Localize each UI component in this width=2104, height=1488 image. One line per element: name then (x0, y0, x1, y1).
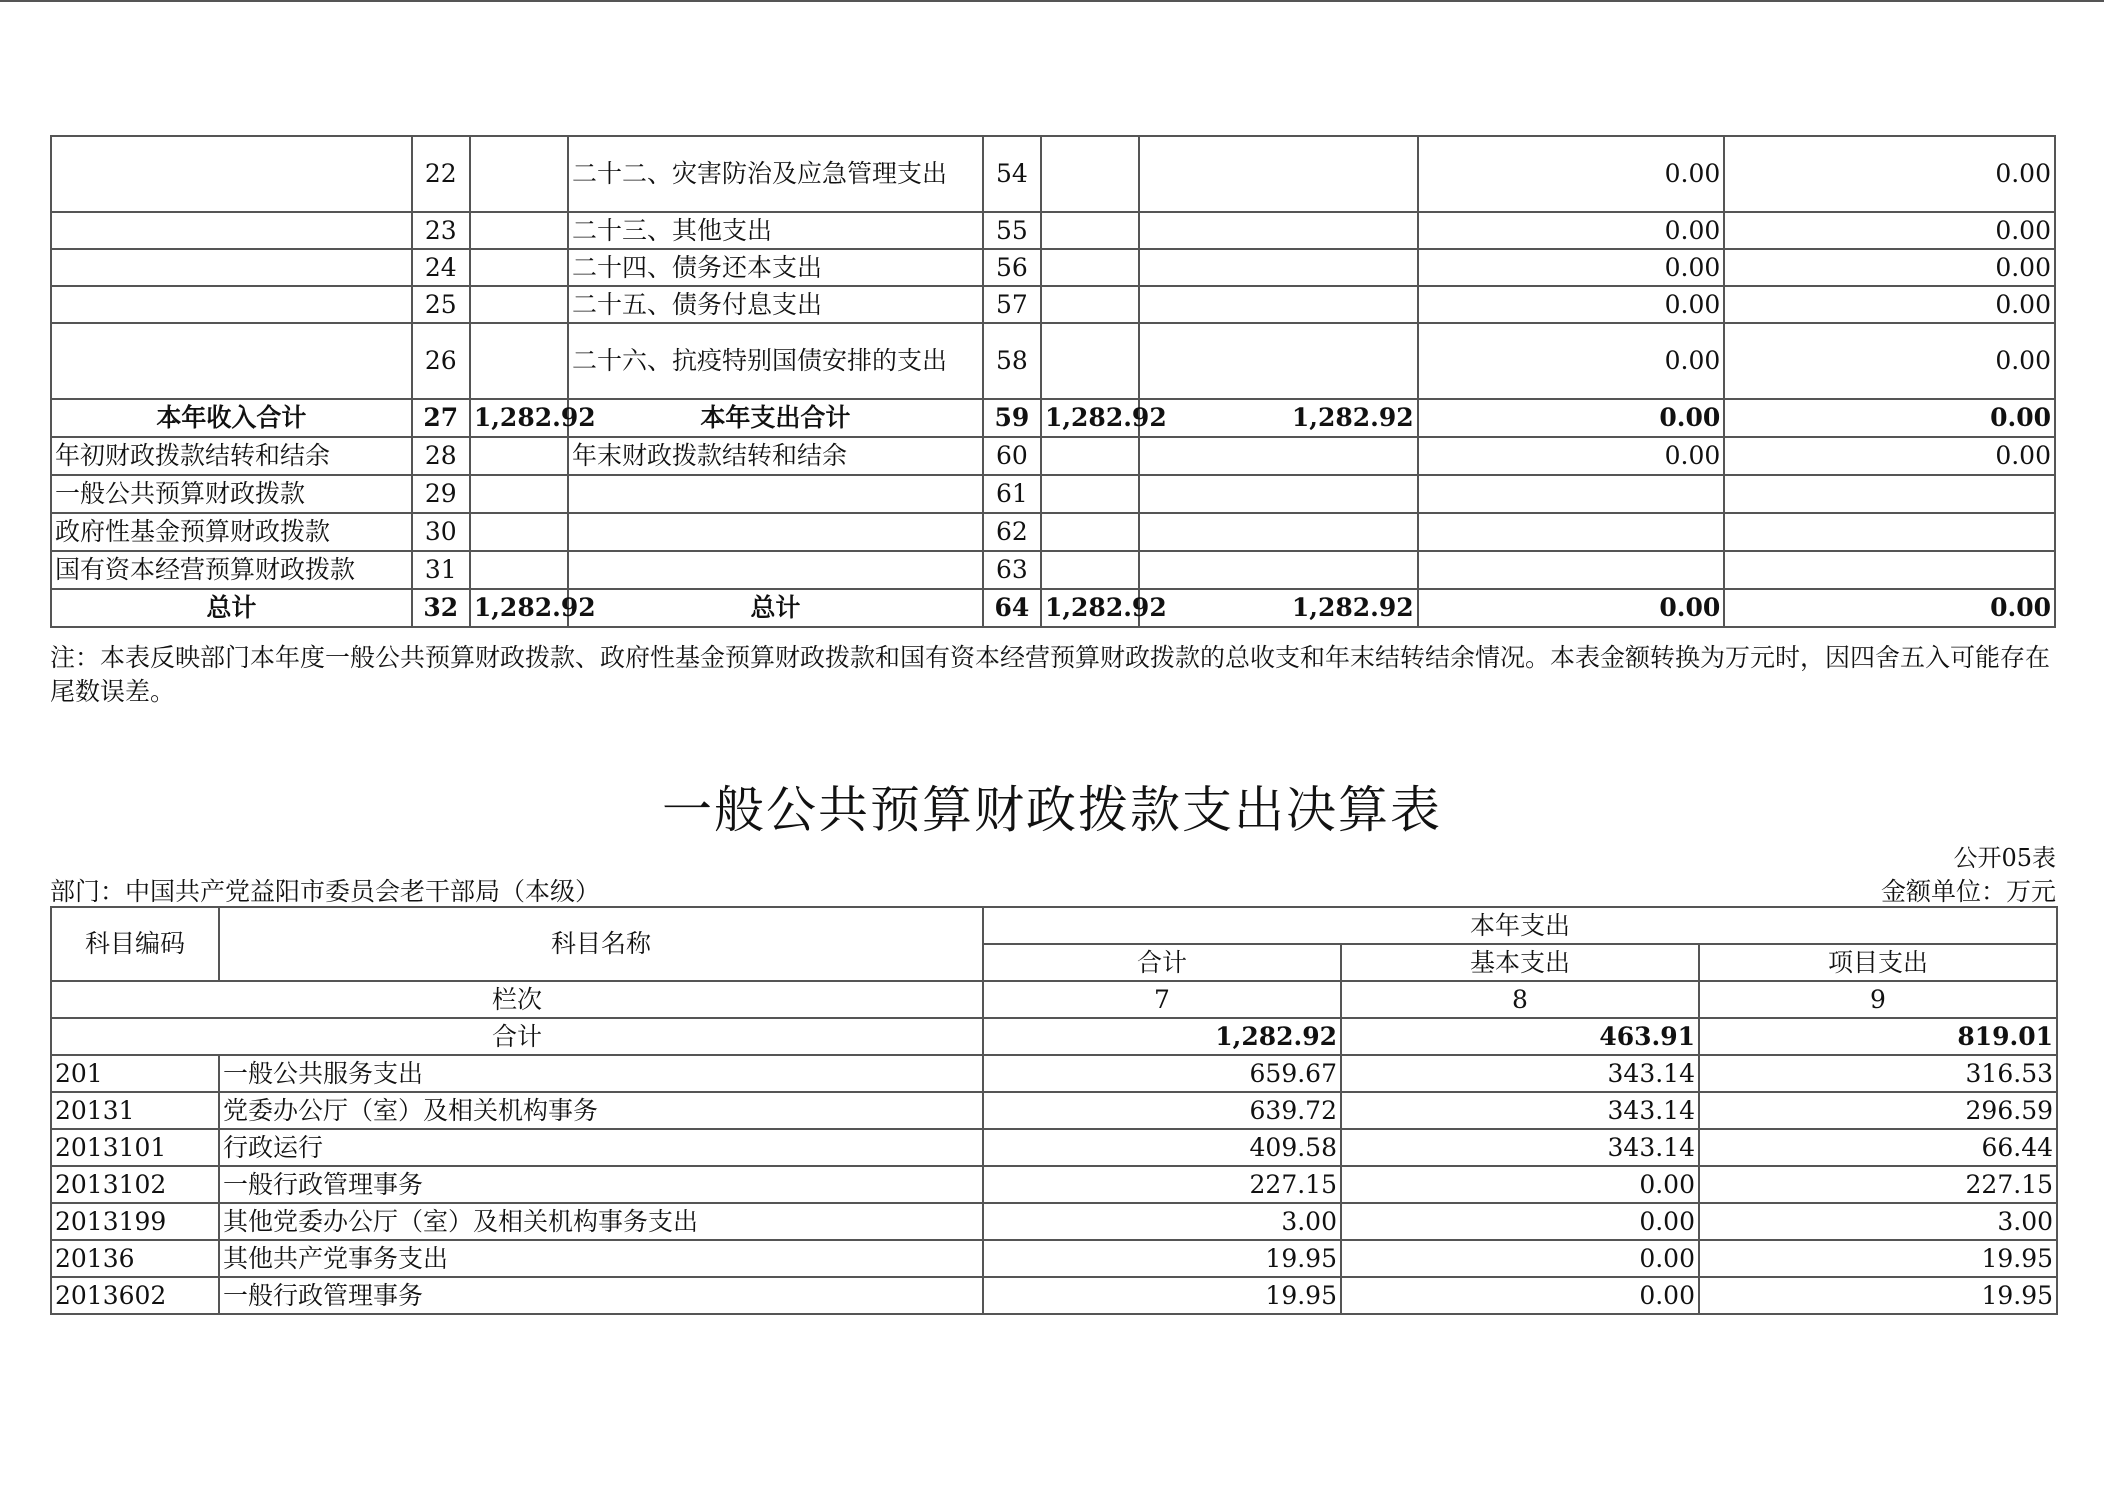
subject-name: 行政运行 (219, 1129, 983, 1166)
expense-line: 64 (983, 589, 1041, 627)
table-row (51, 1240, 2057, 1277)
gov-fund-amount: 0.00 (1418, 399, 1725, 437)
general-budget-amount (1139, 212, 1418, 249)
header-name: 科目名称 (219, 907, 983, 981)
general-budget-amount (1139, 513, 1418, 551)
income-item: 年初财政拨款结转和结余 (51, 437, 412, 475)
income-amount (470, 286, 568, 323)
expense-total (1041, 437, 1139, 475)
total-amount: 19.95 (983, 1240, 1341, 1277)
income-amount (470, 323, 568, 399)
gov-fund-amount: 0.00 (1418, 136, 1725, 212)
state-capital-amount (1724, 551, 2055, 589)
state-capital-amount: 0.00 (1724, 589, 2055, 627)
table-row (51, 136, 2055, 212)
expense-item: 总计 (568, 589, 983, 627)
header-project: 项目支出 (1699, 944, 2057, 981)
state-capital-amount: 0.00 (1724, 323, 2055, 399)
project-amount: 66.44 (1699, 1129, 2057, 1166)
header-code: 科目编码 (51, 907, 219, 981)
table-row (51, 323, 2055, 399)
expense-total (1041, 249, 1139, 286)
general-budget-amount (1139, 286, 1418, 323)
subject-code: 2013101 (51, 1129, 219, 1166)
income-line: 22 (412, 136, 470, 212)
column-number-7: 7 (983, 981, 1341, 1018)
subject-code: 201 (51, 1055, 219, 1092)
state-capital-amount: 0.00 (1724, 136, 2055, 212)
gov-fund-amount (1418, 475, 1725, 513)
header-total: 合计 (983, 944, 1341, 981)
income-item (51, 286, 412, 323)
column-number-8: 8 (1341, 981, 1699, 1018)
expense-line: 54 (983, 136, 1041, 212)
income-line: 27 (412, 399, 470, 437)
income-line: 31 (412, 551, 470, 589)
expense-total (1041, 323, 1139, 399)
table-row (51, 437, 2055, 475)
project-amount: 227.15 (1699, 1166, 2057, 1203)
expense-line: 59 (983, 399, 1041, 437)
table-row-grand-total (51, 589, 2055, 627)
expense-item: 本年支出合计 (568, 399, 983, 437)
basic-amount: 343.14 (1341, 1092, 1699, 1129)
expense-item: 年末财政拨款结转和结余 (568, 437, 983, 475)
income-item (51, 136, 412, 212)
basic-amount: 0.00 (1341, 1240, 1699, 1277)
state-capital-amount (1724, 475, 2055, 513)
amount-unit-label: 金额单位：万元 (1880, 877, 2056, 906)
income-amount: 1,282.92 (470, 589, 568, 627)
state-capital-amount: 0.00 (1724, 212, 2055, 249)
project-amount: 819.01 (1699, 1018, 2057, 1055)
expenditure-table (50, 906, 2058, 1315)
expense-line: 55 (983, 212, 1041, 249)
income-line: 30 (412, 513, 470, 551)
general-budget-amount: 1,282.92 (1139, 399, 1418, 437)
project-amount: 296.59 (1699, 1092, 2057, 1129)
income-expense-table (50, 135, 2056, 628)
subject-name: 其他党委办公厅（室）及相关机构事务支出 (219, 1203, 983, 1240)
income-item (51, 212, 412, 249)
income-amount (470, 551, 568, 589)
income-amount (470, 212, 568, 249)
expense-item: 二十五、债务付息支出 (568, 286, 983, 323)
form-code: 公开05表 (1953, 844, 2056, 872)
subject-name: 一般行政管理事务 (219, 1166, 983, 1203)
total-amount: 19.95 (983, 1277, 1341, 1314)
expense-item: 二十三、其他支出 (568, 212, 983, 249)
expense-total (1041, 513, 1139, 551)
state-capital-amount: 0.00 (1724, 249, 2055, 286)
expense-total (1041, 551, 1139, 589)
subject-name: 党委办公厅（室）及相关机构事务 (219, 1092, 983, 1129)
basic-amount: 343.14 (1341, 1129, 1699, 1166)
header-group: 本年支出 (983, 907, 2057, 944)
basic-amount: 343.14 (1341, 1055, 1699, 1092)
expense-line: 57 (983, 286, 1041, 323)
gov-fund-amount: 0.00 (1418, 212, 1725, 249)
subject-name: 一般公共服务支出 (219, 1055, 983, 1092)
general-budget-amount (1139, 551, 1418, 589)
income-item: 国有资本经营预算财政拨款 (51, 551, 412, 589)
subject-code: 20136 (51, 1240, 219, 1277)
gov-fund-amount: 0.00 (1418, 323, 1725, 399)
header-row (51, 907, 2057, 944)
table-row (51, 1055, 2057, 1092)
table-row (51, 1129, 2057, 1166)
income-item: 一般公共预算财政拨款 (51, 475, 412, 513)
table-row (51, 286, 2055, 323)
basic-amount: 0.00 (1341, 1203, 1699, 1240)
income-line: 29 (412, 475, 470, 513)
total-amount: 659.67 (983, 1055, 1341, 1092)
table-note: 注：本表反映部门本年度一般公共预算财政拨款、政府性基金预算财政拨款和国有资本经营预算财政拨款的总收支和年末结转结余情况。本表金额转换为万元时，因四舍五入可能存在尾数误差。 (50, 643, 2051, 706)
basic-amount: 463.91 (1341, 1018, 1699, 1055)
state-capital-amount (1724, 513, 2055, 551)
general-budget-amount (1139, 323, 1418, 399)
table-row (51, 1203, 2057, 1240)
total-amount: 227.15 (983, 1166, 1341, 1203)
general-budget-amount (1139, 437, 1418, 475)
general-budget-amount (1139, 249, 1418, 286)
expense-item: 二十二、灾害防治及应急管理支出 (568, 136, 983, 212)
project-amount: 19.95 (1699, 1240, 2057, 1277)
income-amount (470, 513, 568, 551)
income-item (51, 323, 412, 399)
table-row (51, 212, 2055, 249)
income-amount (470, 437, 568, 475)
total-amount: 409.58 (983, 1129, 1341, 1166)
expense-item (568, 513, 983, 551)
income-item (51, 249, 412, 286)
gov-fund-amount: 0.00 (1418, 589, 1725, 627)
subject-name: 一般行政管理事务 (219, 1277, 983, 1314)
gov-fund-amount (1418, 551, 1725, 589)
column-number-row (51, 981, 2057, 1018)
income-line: 24 (412, 249, 470, 286)
general-budget-amount: 1,282.92 (1139, 589, 1418, 627)
gov-fund-amount: 0.00 (1418, 286, 1725, 323)
expense-total (1041, 286, 1139, 323)
subject-name: 其他共产党事务支出 (219, 1240, 983, 1277)
header-basic: 基本支出 (1341, 944, 1699, 981)
expense-item: 二十六、抗疫特别国债安排的支出 (568, 323, 983, 399)
page-title: 一般公共预算财政拨款支出决算表 (662, 781, 1442, 839)
subject-code: 2013199 (51, 1203, 219, 1240)
subject-code: 20131 (51, 1092, 219, 1129)
income-line: 25 (412, 286, 470, 323)
subject-code: 2013602 (51, 1277, 219, 1314)
expense-line: 63 (983, 551, 1041, 589)
column-number-label: 栏次 (51, 981, 983, 1018)
department-label: 部门：中国共产党益阳市委员会老干部局（本级） (50, 877, 601, 906)
expense-total (1041, 136, 1139, 212)
income-amount (470, 136, 568, 212)
expense-line: 62 (983, 513, 1041, 551)
income-line: 32 (412, 589, 470, 627)
state-capital-amount: 0.00 (1724, 286, 2055, 323)
income-line: 28 (412, 437, 470, 475)
expense-total: 1,282.92 (1041, 589, 1139, 627)
state-capital-amount: 0.00 (1724, 399, 2055, 437)
income-line: 23 (412, 212, 470, 249)
income-item: 本年收入合计 (51, 399, 412, 437)
subject-code: 2013102 (51, 1166, 219, 1203)
expense-line: 61 (983, 475, 1041, 513)
project-amount: 3.00 (1699, 1203, 2057, 1240)
general-budget-amount (1139, 475, 1418, 513)
total-amount: 3.00 (983, 1203, 1341, 1240)
basic-amount: 0.00 (1341, 1277, 1699, 1314)
basic-amount: 0.00 (1341, 1166, 1699, 1203)
total-amount: 639.72 (983, 1092, 1341, 1129)
project-amount: 316.53 (1699, 1055, 2057, 1092)
table-row (51, 249, 2055, 286)
total-label: 合计 (51, 1018, 983, 1055)
expense-item (568, 475, 983, 513)
general-budget-amount (1139, 136, 1418, 212)
expense-item: 二十四、债务还本支出 (568, 249, 983, 286)
income-amount (470, 475, 568, 513)
page-top-border (0, 0, 2104, 2)
table-row-subtotal (51, 399, 2055, 437)
expense-line: 58 (983, 323, 1041, 399)
income-item: 政府性基金预算财政拨款 (51, 513, 412, 551)
gov-fund-amount: 0.00 (1418, 437, 1725, 475)
gov-fund-amount: 0.00 (1418, 249, 1725, 286)
table-row (51, 513, 2055, 551)
income-line: 26 (412, 323, 470, 399)
column-number-9: 9 (1699, 981, 2057, 1018)
table-row (51, 475, 2055, 513)
total-row (51, 1018, 2057, 1055)
income-amount: 1,282.92 (470, 399, 568, 437)
table-row (51, 551, 2055, 589)
total-amount: 1,282.92 (983, 1018, 1341, 1055)
expense-total: 1,282.92 (1041, 399, 1139, 437)
table-row (51, 1092, 2057, 1129)
expense-line: 56 (983, 249, 1041, 286)
expense-total (1041, 212, 1139, 249)
gov-fund-amount (1418, 513, 1725, 551)
table-row (51, 1277, 2057, 1314)
income-amount (470, 249, 568, 286)
expense-line: 60 (983, 437, 1041, 475)
expense-item (568, 551, 983, 589)
project-amount: 19.95 (1699, 1277, 2057, 1314)
income-item: 总计 (51, 589, 412, 627)
state-capital-amount: 0.00 (1724, 437, 2055, 475)
table-row (51, 1166, 2057, 1203)
expense-total (1041, 475, 1139, 513)
